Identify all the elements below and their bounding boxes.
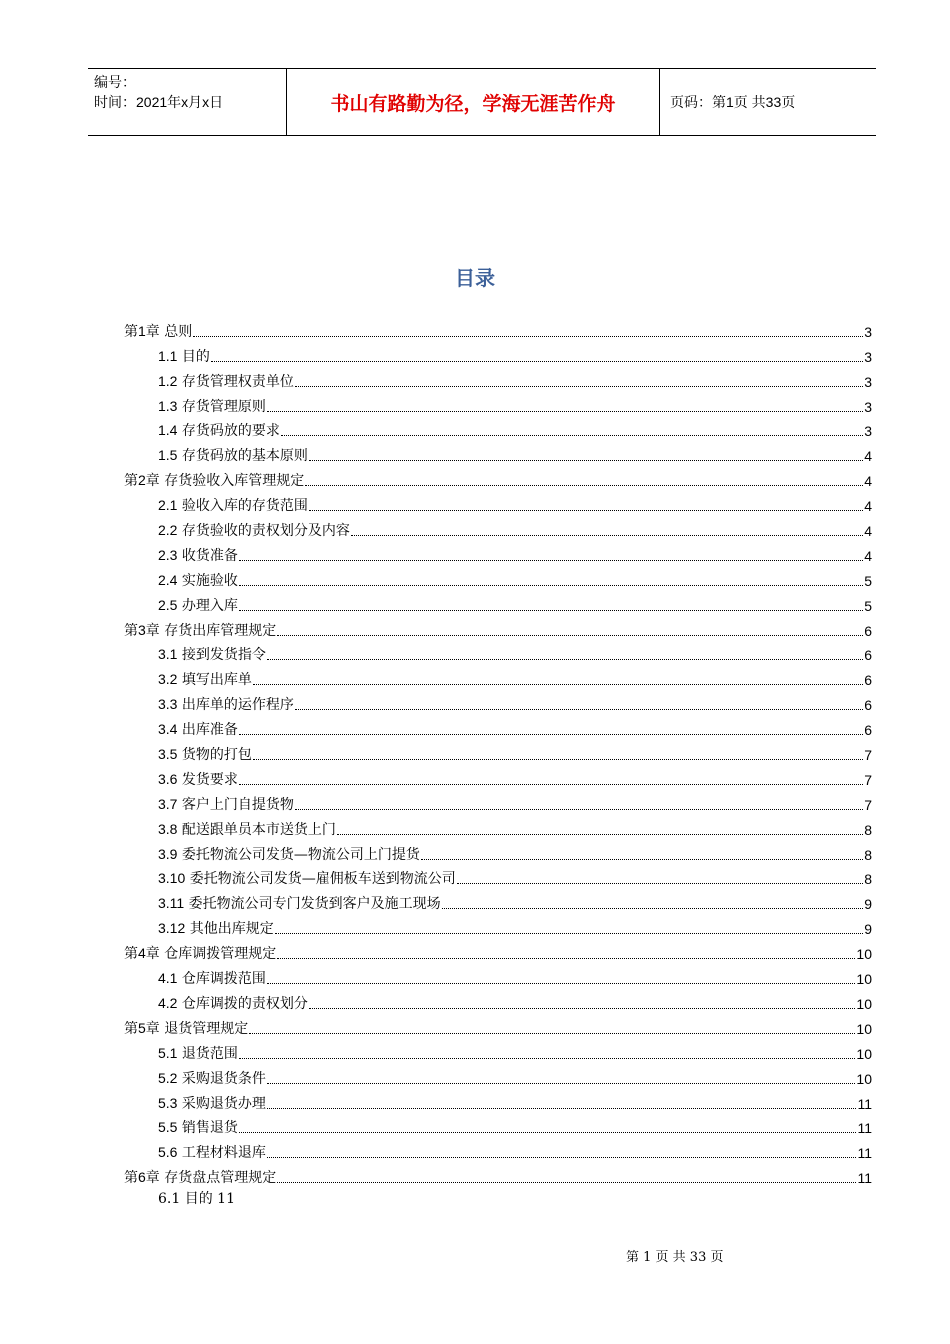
toc-entry-page: 4 bbox=[864, 448, 872, 465]
toc-entry-page: 6 bbox=[864, 672, 872, 689]
toc-leader-dots bbox=[277, 1181, 856, 1183]
toc-entry-number: 第4章 bbox=[124, 945, 160, 962]
toc-entry-text: 货物的打包 bbox=[181, 747, 252, 764]
toc-entry-number: 第3章 bbox=[124, 621, 160, 638]
toc-entry-label bbox=[158, 521, 350, 540]
toc-entry-text: 配送跟单员本市送货上门 bbox=[181, 821, 336, 838]
toc-entry-page: 10 bbox=[856, 946, 872, 963]
toc-entry-text: 存货验收的责权划分及内容 bbox=[181, 523, 350, 540]
toc-entry[interactable] bbox=[124, 864, 872, 889]
toc-entry-number: 2.4 bbox=[158, 571, 178, 588]
toc-entry[interactable] bbox=[124, 1013, 872, 1038]
toc-entry-page: 10 bbox=[856, 995, 872, 1012]
toc-entry-text: 存货验收入库管理规定 bbox=[164, 473, 305, 490]
toc-entry-page: 7 bbox=[864, 771, 872, 788]
toc-leader-dots bbox=[239, 783, 863, 785]
toc-entry-page: 5 bbox=[864, 572, 872, 589]
toc-entry-page: 5 bbox=[864, 597, 872, 614]
toc-entry-label bbox=[158, 994, 308, 1013]
toc-leader-dots bbox=[253, 758, 863, 760]
toc-last-entry: 6.1 目的 11 bbox=[158, 1191, 235, 1207]
header-meta bbox=[88, 69, 286, 135]
toc-leader-dots bbox=[239, 609, 863, 611]
toc-entry-page: 8 bbox=[864, 871, 872, 888]
header-number-label: 编号： bbox=[94, 74, 136, 90]
toc-leader-dots bbox=[267, 1156, 857, 1158]
toc-entry-text: 接到发货指令 bbox=[181, 647, 266, 664]
toc-entry[interactable] bbox=[124, 341, 872, 366]
toc-leader-dots bbox=[457, 882, 864, 884]
toc-entry[interactable] bbox=[124, 316, 872, 341]
toc-entry-page: 11 bbox=[857, 1120, 872, 1137]
toc-leader-dots bbox=[239, 1057, 856, 1059]
toc-entry-page: 3 bbox=[864, 323, 872, 340]
toc-entry[interactable] bbox=[124, 913, 872, 938]
toc-entry-page: 4 bbox=[864, 547, 872, 564]
toc-entry-label bbox=[124, 944, 276, 963]
toc-leader-dots bbox=[309, 1007, 856, 1009]
toc-entry-number: 3.2 bbox=[158, 671, 178, 688]
toc-entry-number: 3.7 bbox=[158, 795, 178, 812]
toc-entry-label bbox=[158, 845, 420, 864]
toc-entry[interactable] bbox=[124, 888, 872, 913]
toc-entry-number: 3.3 bbox=[158, 696, 178, 713]
toc-entry-label bbox=[158, 795, 294, 814]
toc-entry[interactable] bbox=[124, 440, 872, 465]
toc-entry-number: 1.2 bbox=[158, 372, 178, 389]
toc-entry-text: 客户上门自提货物 bbox=[181, 796, 294, 813]
toc-entry-label bbox=[124, 621, 276, 640]
toc-entry-number: 第1章 bbox=[124, 322, 160, 339]
toc-entry-label bbox=[158, 1069, 266, 1088]
toc-entry-label bbox=[158, 695, 294, 714]
toc-entry-label bbox=[158, 421, 280, 440]
table-of-contents bbox=[124, 316, 872, 1187]
toc-entry-number: 4.2 bbox=[158, 994, 178, 1011]
page-footer: 第 1 页 共 33 页 bbox=[626, 1250, 724, 1265]
toc-entry-number: 5.2 bbox=[158, 1069, 178, 1086]
toc-entry-page: 3 bbox=[864, 348, 872, 365]
toc-entry-page: 3 bbox=[864, 398, 872, 415]
toc-entry-page: 6 bbox=[864, 622, 872, 639]
toc-entry-page: 9 bbox=[864, 896, 872, 913]
toc-entry[interactable] bbox=[124, 1113, 872, 1138]
toc-entry-text: 办理入库 bbox=[181, 597, 238, 614]
toc-leader-dots bbox=[267, 410, 863, 412]
toc-entry-number: 3.12 bbox=[158, 920, 186, 937]
toc-entry-page: 8 bbox=[864, 821, 872, 838]
toc-entry-label bbox=[158, 720, 238, 739]
toc-entry-label bbox=[158, 1094, 266, 1113]
toc-leader-dots bbox=[295, 808, 863, 810]
toc-entry-label bbox=[158, 919, 274, 938]
toc-entry-number: 第2章 bbox=[124, 472, 160, 489]
toc-entry-number: 2.2 bbox=[158, 522, 178, 539]
toc-entry-label bbox=[158, 645, 266, 664]
toc-leader-dots bbox=[239, 1131, 857, 1133]
toc-leader-dots bbox=[337, 833, 863, 835]
toc-leader-dots bbox=[239, 559, 863, 561]
toc-entry-text: 仓库调拨范围 bbox=[181, 971, 266, 988]
toc-entry-label bbox=[158, 969, 266, 988]
toc-entry-page: 6 bbox=[864, 647, 872, 664]
toc-entry[interactable] bbox=[124, 938, 872, 963]
toc-entry-label bbox=[158, 546, 238, 565]
toc-entry-label bbox=[158, 770, 238, 789]
toc-entry-text: 委托物流公司发货—物流公司上门提货 bbox=[181, 846, 420, 863]
toc-entry-text: 退货管理规定 bbox=[164, 1020, 249, 1037]
toc-entry[interactable] bbox=[124, 590, 872, 615]
toc-entry-number: 5.1 bbox=[158, 1044, 178, 1061]
header-motto: 书山有路勤为径，学海无涯苦作舟 bbox=[286, 69, 660, 135]
toc-leader-dots bbox=[239, 584, 863, 586]
toc-entry[interactable] bbox=[124, 664, 872, 689]
toc-entry-text: 退货范围 bbox=[181, 1045, 238, 1062]
toc-entry-number: 2.3 bbox=[158, 546, 178, 563]
toc-leader-dots bbox=[249, 1032, 855, 1034]
toc-entry[interactable] bbox=[124, 416, 872, 441]
toc-entry[interactable] bbox=[124, 963, 872, 988]
toc-leader-dots bbox=[211, 360, 863, 362]
toc-entry-text: 存货管理权责单位 bbox=[181, 373, 294, 390]
toc-entry[interactable] bbox=[124, 814, 872, 839]
toc-entry-page: 8 bbox=[864, 846, 872, 863]
toc-entry-number: 3.5 bbox=[158, 746, 178, 763]
toc-entry-label bbox=[158, 1044, 238, 1063]
toc-entry-number: 1.4 bbox=[158, 422, 178, 439]
toc-entry-number: 5.5 bbox=[158, 1119, 178, 1136]
toc-entry-number: 3.4 bbox=[158, 721, 178, 738]
toc-entry-text: 总则 bbox=[164, 323, 193, 340]
toc-leader-dots bbox=[277, 957, 855, 959]
toc-entry-label bbox=[158, 894, 441, 913]
toc-entry-text: 其他出库规定 bbox=[189, 921, 274, 938]
toc-entry-label bbox=[158, 372, 294, 391]
toc-entry-text: 目的 bbox=[181, 348, 210, 365]
toc-leader-dots bbox=[267, 658, 863, 660]
toc-entry-page: 7 bbox=[864, 796, 872, 813]
toc-entry[interactable] bbox=[124, 739, 872, 764]
toc-entry-label bbox=[158, 596, 238, 615]
toc-entry[interactable] bbox=[124, 366, 872, 391]
toc-entry[interactable] bbox=[124, 689, 872, 714]
toc-entry-text: 收货准备 bbox=[181, 547, 238, 564]
toc-entry-label bbox=[158, 347, 210, 366]
toc-entry-number: 1.5 bbox=[158, 447, 178, 464]
toc-entry-page: 11 bbox=[857, 1095, 872, 1112]
toc-entry-page: 7 bbox=[864, 747, 872, 764]
toc-entry[interactable] bbox=[124, 1162, 872, 1187]
toc-entry-number: 3.1 bbox=[158, 646, 178, 663]
toc-entry-text: 委托物流公司专门发货到客户及施工现场 bbox=[188, 896, 441, 913]
toc-entry-page: 11 bbox=[857, 1170, 872, 1187]
toc-entry-label bbox=[158, 496, 308, 515]
toc-entry-page: 10 bbox=[856, 971, 872, 988]
toc-entry-text: 委托物流公司发货—雇佣板车送到物流公司 bbox=[189, 871, 456, 888]
toc-entry-text: 仓库调拨管理规定 bbox=[164, 946, 277, 963]
toc-leader-dots bbox=[281, 434, 863, 436]
toc-entry-label bbox=[158, 571, 238, 590]
toc-leader-dots bbox=[253, 683, 863, 685]
toc-entry-page: 10 bbox=[856, 1045, 872, 1062]
toc-entry-label bbox=[158, 397, 266, 416]
toc-entry-label bbox=[124, 1168, 276, 1187]
toc-leader-dots bbox=[295, 708, 863, 710]
toc-entry-number: 3.11 bbox=[158, 895, 185, 912]
toc-entry-number: 5.3 bbox=[158, 1094, 178, 1111]
header-page-info: 页码：第1页 共33页 bbox=[670, 94, 796, 110]
toc-leader-dots bbox=[267, 1082, 856, 1084]
toc-entry-text: 验收入库的存货范围 bbox=[181, 498, 308, 515]
toc-entry-text: 出库单的运作程序 bbox=[181, 697, 294, 714]
toc-entry-text: 存货盘点管理规定 bbox=[164, 1170, 277, 1187]
toc-entry-text: 发货要求 bbox=[181, 771, 238, 788]
toc-entry-page: 3 bbox=[864, 423, 872, 440]
toc-entry-text: 存货出库管理规定 bbox=[164, 622, 277, 639]
toc-entry[interactable] bbox=[124, 1038, 872, 1063]
toc-entry-page: 4 bbox=[864, 523, 872, 540]
toc-entry-number: 3.6 bbox=[158, 770, 178, 787]
toc-entry-text: 实施验收 bbox=[181, 572, 238, 589]
header-time-label: 时间：2021年x月x日 bbox=[94, 94, 224, 110]
toc-entry[interactable] bbox=[124, 490, 872, 515]
toc-entry-label bbox=[158, 670, 252, 689]
toc-leader-dots bbox=[305, 484, 863, 486]
toc-entry[interactable] bbox=[124, 391, 872, 416]
toc-entry-page: 6 bbox=[864, 697, 872, 714]
toc-leader-dots bbox=[275, 932, 864, 934]
toc-entry-label bbox=[158, 1143, 266, 1162]
toc-entry-label bbox=[158, 820, 336, 839]
toc-entry-text: 销售退货 bbox=[181, 1120, 238, 1137]
toc-entry-text: 出库准备 bbox=[181, 722, 238, 739]
toc-entry-number: 3.9 bbox=[158, 845, 178, 862]
toc-entry[interactable] bbox=[124, 640, 872, 665]
toc-entry-text: 采购退货办理 bbox=[181, 1095, 266, 1112]
toc-entry[interactable] bbox=[124, 764, 872, 789]
toc-entry-page: 4 bbox=[864, 473, 872, 490]
toc-leader-dots bbox=[267, 1107, 857, 1109]
toc-entry-text: 工程材料退库 bbox=[181, 1145, 266, 1162]
toc-entry-text: 仓库调拨的责权划分 bbox=[181, 995, 308, 1012]
toc-entry-text: 填写出库单 bbox=[181, 672, 252, 689]
toc-entry-number: 1.1 bbox=[158, 347, 178, 364]
toc-entry-text: 采购退货条件 bbox=[181, 1070, 266, 1087]
toc-entry-number: 第5章 bbox=[124, 1019, 160, 1036]
toc-entry-text: 存货码放的要求 bbox=[181, 423, 280, 440]
toc-leader-dots bbox=[309, 459, 863, 461]
toc-entry-page: 10 bbox=[856, 1070, 872, 1087]
toc-entry-number: 5.6 bbox=[158, 1144, 178, 1161]
toc-entry-label bbox=[124, 471, 304, 490]
toc-entry-label bbox=[124, 1019, 248, 1038]
toc-entry-number: 3.8 bbox=[158, 820, 178, 837]
toc-entry-number: 1.3 bbox=[158, 397, 178, 414]
toc-entry-label bbox=[158, 446, 308, 465]
toc-entry-text: 存货码放的基本原则 bbox=[181, 448, 308, 465]
toc-entry-label bbox=[158, 745, 252, 764]
toc-entry[interactable] bbox=[124, 515, 872, 540]
toc-entry-page: 4 bbox=[864, 498, 872, 515]
toc-entry[interactable] bbox=[124, 714, 872, 739]
toc-entry-label bbox=[124, 322, 192, 341]
toc-entry[interactable] bbox=[124, 789, 872, 814]
toc-leader-dots bbox=[277, 634, 863, 636]
page-header bbox=[88, 68, 876, 136]
toc-entry-number: 4.1 bbox=[158, 970, 178, 987]
toc-entry[interactable] bbox=[124, 615, 872, 640]
toc-entry[interactable] bbox=[124, 1063, 872, 1088]
toc-leader-dots bbox=[351, 534, 863, 536]
toc-leader-dots bbox=[193, 335, 863, 337]
toc-leader-dots bbox=[239, 733, 863, 735]
toc-entry[interactable] bbox=[124, 1137, 872, 1162]
toc-entry-page: 6 bbox=[864, 722, 872, 739]
toc-leader-dots bbox=[309, 509, 863, 511]
toc-leader-dots bbox=[295, 385, 863, 387]
toc-title: 目录 bbox=[455, 266, 495, 290]
toc-entry-label bbox=[158, 1118, 238, 1137]
toc-entry-page: 11 bbox=[857, 1145, 872, 1162]
toc-entry-number: 2.5 bbox=[158, 596, 178, 613]
toc-entry[interactable] bbox=[124, 1088, 872, 1113]
toc-entry[interactable] bbox=[124, 988, 872, 1013]
toc-entry[interactable] bbox=[124, 540, 872, 565]
toc-entry-number: 3.10 bbox=[158, 870, 186, 887]
toc-entry-number: 第6章 bbox=[124, 1169, 160, 1186]
toc-entry-page: 9 bbox=[864, 921, 872, 938]
toc-entry-number: 2.1 bbox=[158, 497, 178, 514]
toc-entry-page: 3 bbox=[864, 373, 872, 390]
toc-entry[interactable] bbox=[124, 465, 872, 490]
toc-leader-dots bbox=[421, 858, 863, 860]
toc-entry-text: 存货管理原则 bbox=[181, 398, 266, 415]
toc-entry[interactable] bbox=[124, 565, 872, 590]
toc-entry-page: 10 bbox=[856, 1020, 872, 1037]
toc-entry[interactable] bbox=[124, 839, 872, 864]
toc-leader-dots bbox=[442, 907, 864, 909]
toc-leader-dots bbox=[267, 982, 856, 984]
toc-entry-label bbox=[158, 869, 456, 888]
